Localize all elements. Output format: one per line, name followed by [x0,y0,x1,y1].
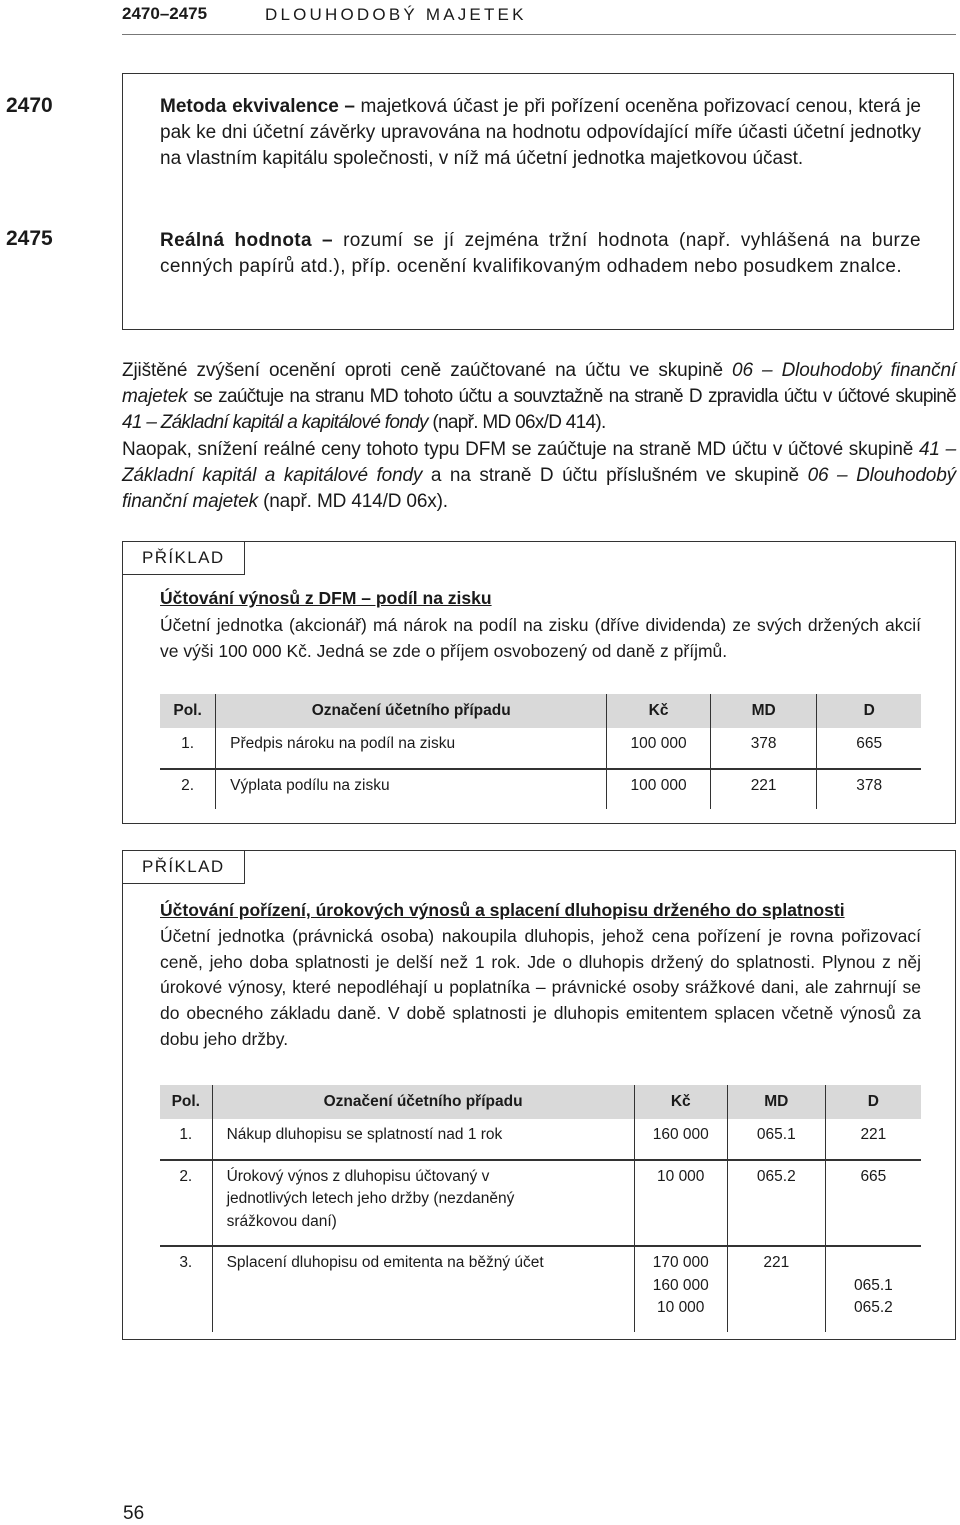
example-label: PŘÍKLAD [122,541,245,575]
table-row [160,1119,921,1160]
cell-kc: 10 000 [634,1160,727,1247]
table-row [160,1160,921,1247]
body-text: se zaúčtuje na stranu MD tohoto účtu a souvztažně na straně D zpravidla účtu v účtové skupině [187,386,956,408]
margin-number-2475: 2475 [6,227,53,250]
header-rule [122,34,956,35]
col-header-name: Označení účetního případu [212,1085,634,1119]
body-account-ref: 41 – Základní kapitál a kapitálové fondy [122,412,428,434]
example-title: Účtování výnosů z DFM – podíl na zisku [160,588,492,608]
cell-md: 065.1 [727,1119,825,1160]
col-header-kc: Kč [607,694,711,728]
cell-kc: 170 000 160 000 10 000 [634,1246,727,1332]
col-header-md: MD [710,694,817,728]
example-text: Účetní jednotka (akcionář) má nárok na podíl na zisku (dříve dividenda) ze svých držených akcií ve výši 100 000 Kč. Jedná se zde o příjem osvobozený od daně z příjmů. [160,615,921,661]
accounting-table-1 [160,694,921,809]
cell-pol: 2. [181,776,195,794]
col-header-name: Označení účetního případu [216,694,607,728]
body-text: (např. MD 414/D 06x). [257,491,448,513]
cell-name: Výplata podílu na zisku [216,769,607,810]
definition-fair-value [160,228,921,280]
table-row [160,728,921,769]
example-text: Účetní jednotka (právnická osoba) nakoupila dluhopis, jehož cena pořízení je rovna pořizovací ceně, jeho doba splatnosti je delší než 1 rok. Jde o dluhopis držený do splatnosti. Plynou z něj úrokové výnosy, které nepodléhají u poplatníka – právnické osoby srážkové dani, ale zahrnují se do obecného základu daně. V době splatnosti je dluhopis emitentem splacen včetně výnosů za dobu jeho držby. [160,926,921,1049]
margin-number-2470: 2470 [6,94,53,117]
cell-kc: 160 000 [634,1119,727,1160]
example-title: Účtování pořízení, úrokových výnosů a splacení dluhopisu drženého do splatnosti [160,900,845,920]
table-header-row [160,694,921,728]
body-text: Zjištěné zvýšení ocenění oproti ceně zaúčtované na účtu ve skupině [122,360,733,381]
cell-d: 378 [817,769,921,810]
cell-md: 065.2 [727,1160,825,1247]
table-header-row [160,1085,921,1119]
definition-equity-method [160,94,921,173]
definition-text: majetková účast je při pořízení oceněna pořizovací cenou, která je pak ke dni účetní závěrky upravována na hodnotu odpovídající míře účasti účetní jednotky na vlastním kapitálu společnosti, v níž má účetní jednotka majetkovou účast. [160,96,921,170]
cell-name: Předpis nároku na podíl na zisku [216,728,607,769]
cell-name: Nákup dluhopisu se splatností nad 1 rok [212,1119,634,1160]
col-header-pol: Pol. [160,694,216,728]
col-header-pol: Pol. [160,1085,212,1119]
body-account-ref: 06 – Dlouhodobý finanční majetek [122,464,956,513]
table-row [160,769,921,810]
cell-kc: 100 000 [607,769,711,810]
cell-pol: 1. [160,728,216,769]
cell-d: 665 [825,1160,921,1247]
body-text: Naopak, snížení reálné ceny tohoto typu DFM se zaúčtuje na straně MD účtu v účtové skupině [122,438,919,460]
col-header-d: D [817,694,921,728]
accounting-table-2 [160,1085,921,1332]
cell-md: 221 [727,1246,825,1332]
table-row [160,1246,921,1332]
cell-d: 665 [817,728,921,769]
col-header-md: MD [727,1085,825,1119]
cell-d: 065.1 065.2 [825,1246,921,1332]
cell-pol: 1. [160,1119,212,1160]
cell-pol: 2. [160,1160,212,1247]
header-section-range: 2470–2475 [122,4,208,23]
body-paragraph [122,358,956,515]
example-label: PŘÍKLAD [122,850,245,884]
cell-pol: 3. [179,1254,193,1271]
cell-md: 378 [710,728,817,769]
definition-term: Metoda ekvivalence – [160,96,355,117]
definition-text: rozumí se jí zejména tržní hodnota (např. vyhlášená na burze cenných papírů atd.), příp. ocenění kvalifikovaným odhadem nebo posudkem znalce. [160,230,921,278]
col-header-d: D [825,1085,921,1119]
cell-name: Úrokový výnos z dluhopisu účtovaný v jednotlivých letech jeho držby (nezdaněný srážkovou daní) [212,1160,634,1247]
definition-term: Reálná hodnota – [160,230,333,251]
cell-name: Splacení dluhopisu od emitenta na běžný účet [212,1246,634,1332]
body-text: a na straně D účtu příslušném ve skupině [422,464,808,486]
page-number: 56 [123,1503,145,1524]
body-account-ref: 41 – Základní kapitál a kapitálové fondy [122,438,956,486]
body-text: (např. MD 06x/D 414). [427,412,606,434]
cell-md: 221 [710,769,817,810]
body-account-ref: 06 – Dlouhodobý finanční majetek [122,360,956,408]
cell-kc: 100 000 [607,728,711,769]
cell-d: 221 [825,1119,921,1160]
col-header-kc: Kč [634,1085,727,1119]
header-chapter-title: DLOUHODOBÝ MAJETEK [265,5,527,24]
